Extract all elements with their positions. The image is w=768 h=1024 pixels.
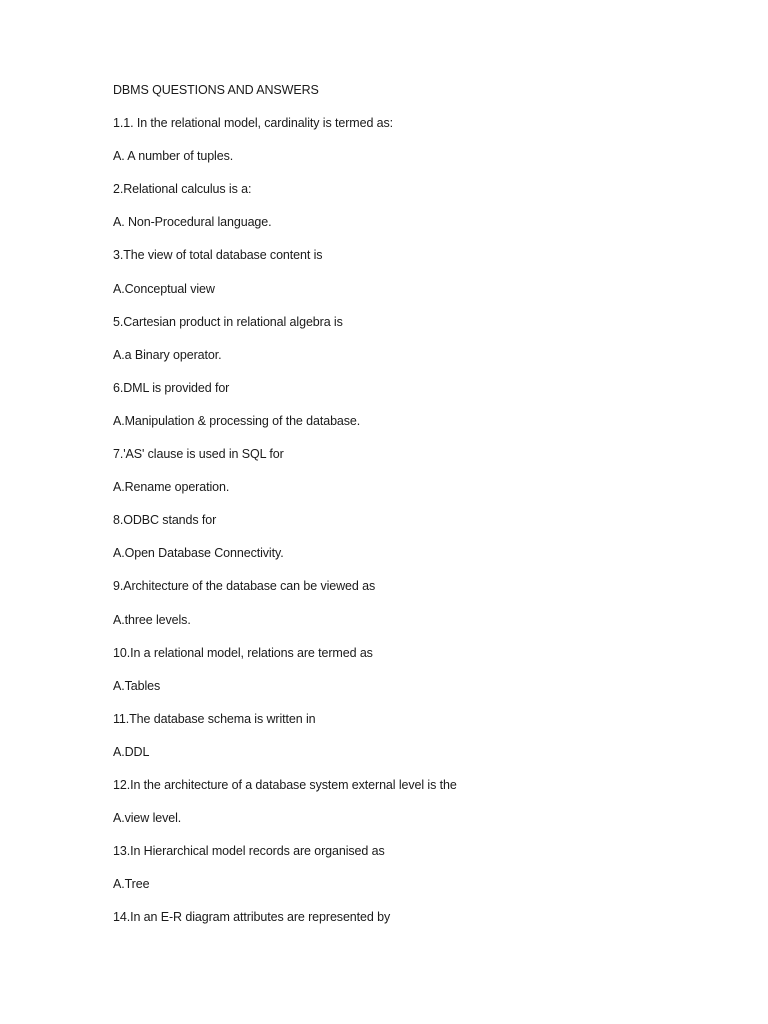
question-14: 14.In an E-R diagram attributes are represented by	[113, 910, 391, 925]
answer-3: A.Conceptual view	[113, 281, 215, 296]
document-body	[113, 80, 713, 940]
answer-12: A.view level.	[113, 811, 182, 826]
answer-6: A.Manipulation & processing of the database.	[113, 413, 361, 428]
answer-10: A.Tables	[113, 678, 161, 693]
question-7: 7.'AS' clause is used in SQL for	[113, 447, 284, 462]
document-title: DBMS QUESTIONS AND ANSWERS	[113, 83, 319, 97]
question-2: 2.Relational calculus is a:	[113, 182, 252, 197]
question-5: 5.Cartesian product in relational algebra is	[113, 314, 343, 329]
question-1-1: 1.1. In the relational model, cardinality is termed as:	[113, 116, 394, 131]
answer-2: A. Non-Procedural language.	[113, 215, 272, 230]
answer-5: A.a Binary operator.	[113, 347, 222, 362]
answer-7: A.Rename operation.	[113, 480, 230, 495]
question-11: 11.The database schema is written in	[113, 711, 316, 726]
question-13: 13.In Hierarchical model records are organised as	[113, 844, 385, 859]
answer-13: A.Tree	[113, 877, 150, 892]
question-6: 6.DML is provided for	[113, 380, 230, 395]
answer-1-1: A. A number of tuples.	[113, 149, 234, 164]
answer-11: A.DDL	[113, 744, 150, 759]
question-3: 3.The view of total database content is	[113, 248, 323, 263]
question-12: 12.In the architecture of a database system external level is the	[113, 777, 457, 792]
answer-8: A.Open Database Connectivity.	[113, 546, 284, 561]
question-10: 10.In a relational model, relations are termed as	[113, 645, 373, 660]
question-8: 8.ODBC stands for	[113, 513, 217, 528]
question-9: 9.Architecture of the database can be viewed as	[113, 579, 376, 594]
answer-9: A.three levels.	[113, 612, 191, 627]
